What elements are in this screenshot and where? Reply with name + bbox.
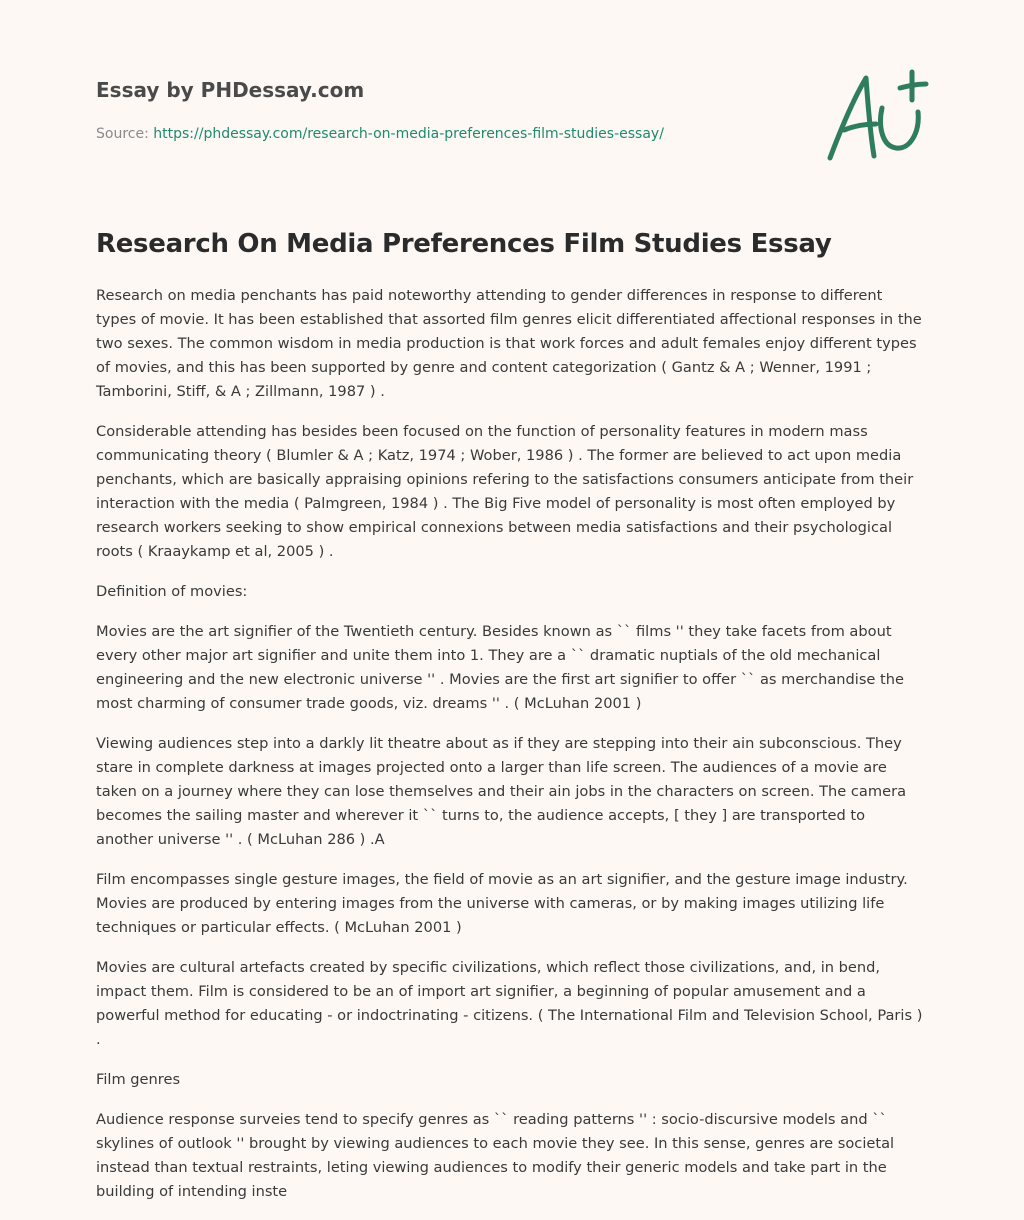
paragraph: Research on media penchants has paid noteworthy attending to gender differences in response to different types of movie. It has been established that assorted film genres elicit differentiated affectional responses in the two sexes. The common wisdom in media production is that work forces and adult females enjoy different types of movies, and this has been supported by genre and content categorization ( Gantz & A ; Wenner, 1991 ; Tamborini, Stiff, & A ; Zillmann, 1987 ) . xyxy=(96,287,922,400)
page-header xyxy=(96,76,796,144)
article-title: Research On Media Preferences Film Studies Essay xyxy=(96,229,832,259)
article-body xyxy=(96,284,926,1220)
source-line xyxy=(96,124,796,144)
source-link[interactable]: https://phdessay.com/research-on-media-preferences-film-studies-essay/ xyxy=(153,126,664,142)
paragraph: Audience response surveies tend to specify genres as `` reading patterns '' : socio-discursive models and `` skylines of outlook '' brought by viewing audiences to each movie they see. In this sense, genres are societal instead than textual restraints, leting viewing audiences to modify their generic models and take part in the building of intending inste xyxy=(96,1111,895,1200)
paragraph: Movies are the art signifier of the Twentieth century. Besides known as `` films '' they take facets from about every other major art signifier and unite them into 1. They are a `` dramatic nuptials of the old mechanical engineering and the new electronic universe '' . Movies are the first art signifier to offer `` as merchandise the most charming of consumer trade goods, viz. dreams '' . ( McLuhan 2001 ) xyxy=(96,623,905,712)
site-brand: Essay by PHDessay.com xyxy=(96,78,365,102)
section-heading: Film genres xyxy=(96,1071,181,1088)
paragraph: Considerable attending has besides been focused on the function of personality features in modern mass communicating theory ( Blumler & A ; Katz, 1974 ; Wober, 1986 ) . The former are believed to act upon media penchants, which are basically appraising opinions refering to the satisfactions consumers anticipate from their interaction with the media ( Palmgreen, 1984 ) . The Big Five model of personality is most often employed by research workers seeking to show empirical connexions between media satisfactions and their psychological roots ( Kraaykamp et al, 2005 ) . xyxy=(96,423,914,560)
source-label: Source: xyxy=(96,126,149,142)
a-plus-logo-icon xyxy=(820,66,930,166)
section-heading: Definition of movies: xyxy=(96,583,248,600)
paragraph: Movies are cultural artefacts created by specific civilizations, which reflect those civilizations, and, in bend, impact them. Film is considered to be an of import art signifier, a beginning of popular amusement and a powerful method for educating - or indoctrinating - citizens. ( The International Film and Television School, Paris ) . xyxy=(96,959,923,1048)
paragraph: Viewing audiences step into a darkly lit theatre about as if they are stepping into their ain subconscious. They stare in complete darkness at images projected onto a larger than life screen. The audiences of a movie are taken on a journey where they can lose themselves and their ain jobs in the characters on screen. The camera becomes the sailing master and wherever it `` turns to, the audience accepts, [ they ] are transported to another universe '' . ( McLuhan 286 ) .A xyxy=(96,735,907,848)
paragraph: Film encompasses single gesture images, the field of movie as an art signifier, and the gesture image industry. Movies are produced by entering images from the universe with cameras, or by making images utilizing life techniques or particular effects. ( McLuhan 2001 ) xyxy=(96,871,908,936)
